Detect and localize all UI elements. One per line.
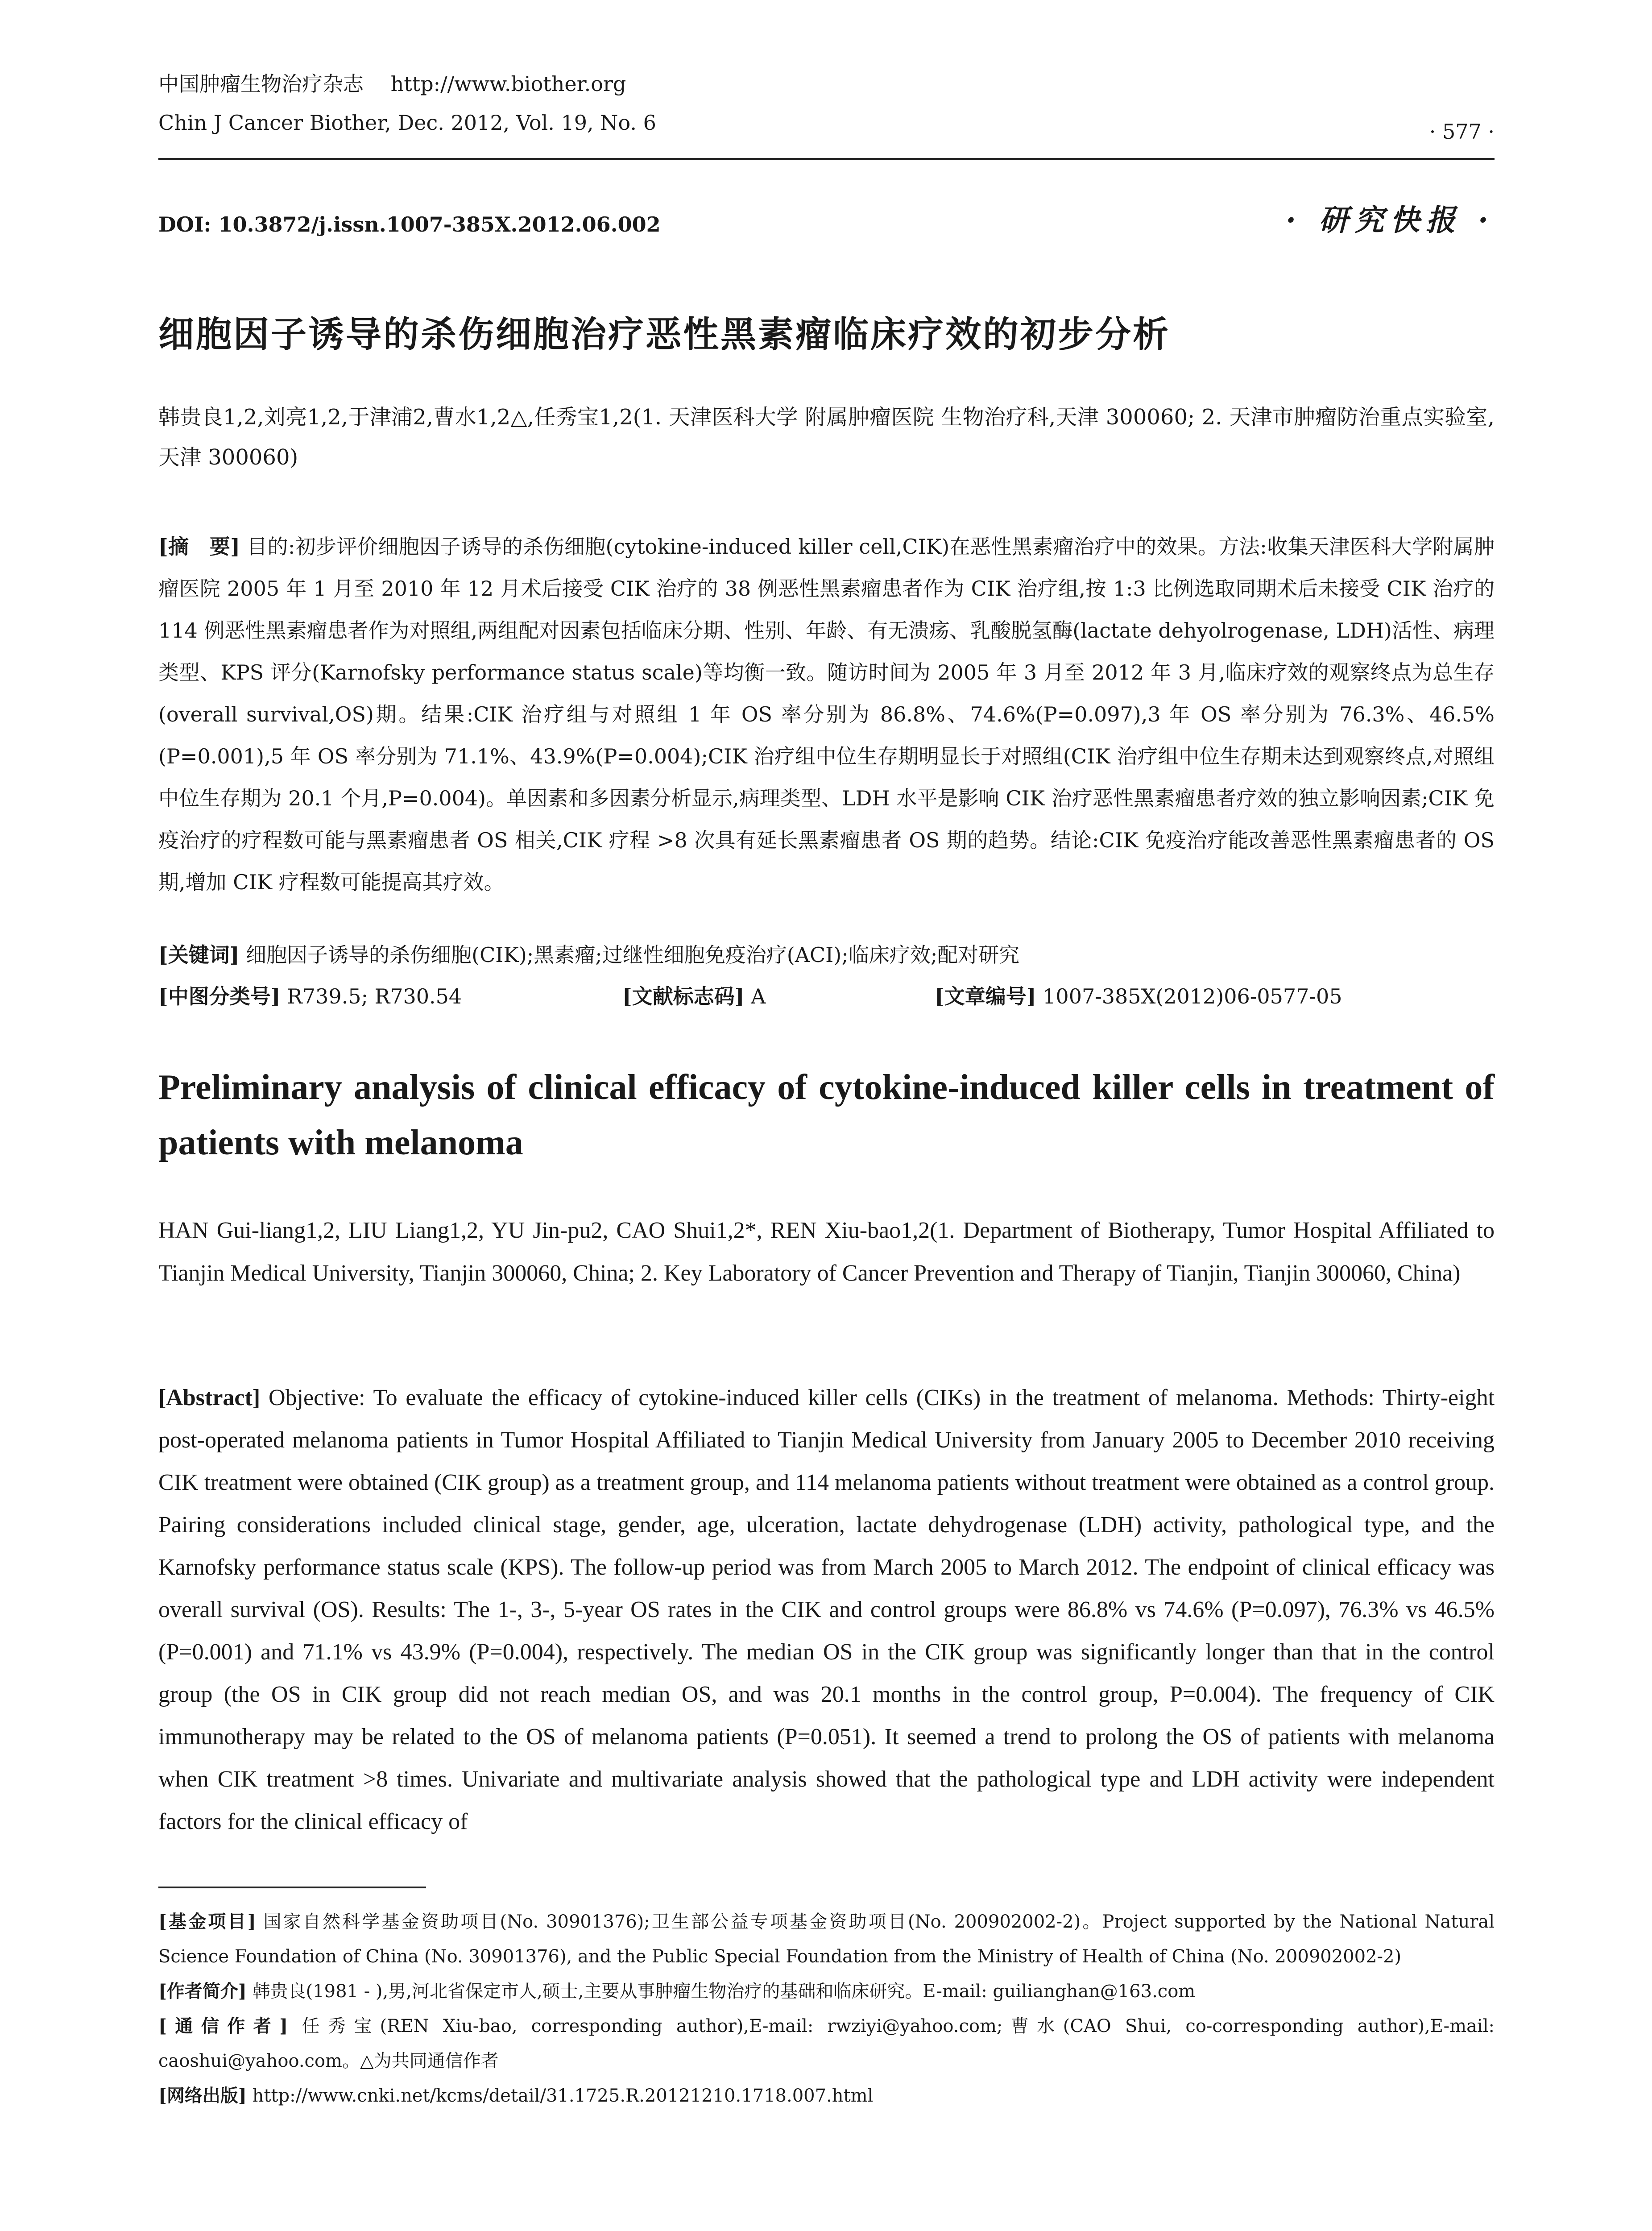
author-text: 韩贵良(1981 - ),男,河北省保定市人,硕士,主要从事肿瘤生物治疗的基础和临床研究。E-mail: guilianghan@163.com bbox=[252, 1981, 1196, 2002]
page-number: · 577 · bbox=[1429, 120, 1495, 144]
cn-keywords bbox=[158, 935, 1495, 975]
doi: DOI: 10.3872/j.issn.1007-385X.2012.06.002 bbox=[158, 212, 661, 236]
doc-code-label: [文献标志码] bbox=[622, 984, 745, 1008]
en-abstract-text: Objective: To evaluate the efficacy of cytokine-induced killer cells (CIKs) in the treatment of melanoma. Methods: Thirty-eight post-operated melanoma patients in Tumor Hospital Affiliated to Tianjin Medical University from January 2005 to December 2010 receiving CIK treatment were obtained (CIK group) as a treatment group, and 114 melanoma patients without treatment were obtained as a control group. Pairing considerations included clinical stage, gender, age, ulceration, lactate dehydrogenase (LDH) activity, pathological type, and the Karnofsky performance status scale (KPS). The follow-up period was from March 2005 to March 2012. The endpoint of clinical efficacy was overall survival (OS). Results: The 1-, 3-, 5-year OS rates in the CIK and control groups were 86.8% vs 74.6% (P=0.097), 76.3% vs 46.5% (P=0.001) and 71.1% vs 43.9% (P=0.004), respectively. The median OS in the CIK group was significantly longer than that in the control group (the OS in CIK group did not reach median OS, and was 20.1 months in the control group, P=0.004). The frequency of CIK immunotherapy may be related to the OS of melanoma patients (P=0.051). It seemed a trend to prolong the OS of patients with melanoma when CIK treatment >8 times. Univariate and multivariate analysis showed that the pathological type and LDH activity were independent factors for the clinical efficacy of bbox=[158, 1385, 1495, 1834]
header-rule bbox=[158, 158, 1495, 160]
cn-abstract bbox=[158, 526, 1495, 903]
cn-classification bbox=[158, 976, 1495, 1016]
online-label: [网络出版] bbox=[158, 2085, 247, 2106]
fund-label: [基金项目] bbox=[158, 1911, 256, 1932]
clc-label: [中图分类号] bbox=[158, 984, 281, 1008]
doc-code-value: A bbox=[751, 984, 766, 1008]
cn-authors: 韩贵良1,2,刘亮1,2,于津浦2,曹水1,2△,任秀宝1,2(1. 天津医科大学 附属肿瘤医院 生物治疗科,天津 300060; 2. 天津市肿瘤防治重点实验室,天津 300060) bbox=[158, 405, 1495, 470]
en-authors: HAN Gui-liang1,2, LIU Liang1,2, YU Jin-pu2, CAO Shui1,2*, REN Xiu-bao1,2(1. Department of Biotherapy, Tumor Hospital Affiliated to Tianjin Medical University, Tianjin 300060, China; 2. Key Laboratory of Cancer Prevention and Therapy of Tianjin, Tianjin 300060, China) bbox=[158, 1218, 1495, 1286]
en-abstract-label: [Abstract] bbox=[158, 1385, 261, 1410]
clc-value: R739.5; R730.54 bbox=[287, 984, 462, 1008]
en-title: Preliminary analysis of clinical efficacy of cytokine-induced killer cells in treatment of patients with melanoma bbox=[158, 1068, 1495, 1162]
journal-name-cn: 中国肿瘤生物治疗杂志 http://www.biother.org bbox=[158, 72, 626, 96]
author-label: [作者简介] bbox=[158, 1981, 247, 2002]
corr-text: 任秀宝(REN Xiu-bao, corresponding author),E-mail: rwziyi@yahoo.com;曹水(CAO Shui, co-corresponding author),E-mail: caoshui@yahoo.com。△为共同通信作者 bbox=[158, 2016, 1495, 2071]
footnote-online bbox=[158, 2078, 1495, 2113]
journal-citation-en: Chin J Cancer Biother, Dec. 2012, Vol. 19, No. 6 bbox=[158, 111, 656, 135]
fund-text: 国家自然科学基金资助项目(No. 30901376);卫生部公益专项基金资助项目(No. 200902002-2)。Project supported by the National Natural Science Foundation of China (No. 30901376), and the Public Special Foundation from the Ministry of Health of China (No. 200902002-2) bbox=[158, 1912, 1495, 1967]
column-tag: · 研究快报 · bbox=[1286, 203, 1495, 237]
footnote-correspondence bbox=[158, 2009, 1495, 2078]
cn-title: 细胞因子诱导的杀伤细胞治疗恶性黑素瘤临床疗效的初步分析 bbox=[158, 314, 1170, 355]
footnotes bbox=[158, 1904, 1495, 2113]
cn-abstract-label: [摘 要] bbox=[158, 535, 240, 559]
cn-keywords-label: [关键词] bbox=[158, 943, 240, 967]
footnote-rule bbox=[158, 1887, 426, 1888]
online-link[interactable]: http://www.cnki.net/kcms/detail/31.1725.R.20121210.1718.007.html bbox=[252, 2086, 874, 2106]
cn-keywords-text: 细胞因子诱导的杀伤细胞(CIK);黑素瘤;过继性细胞免疫治疗(ACI);临床疗效;配对研究 bbox=[246, 943, 1020, 967]
corr-label: [通信作者] bbox=[158, 2015, 288, 2036]
footnote-fund bbox=[158, 1904, 1495, 1974]
en-abstract bbox=[158, 1377, 1495, 1843]
article-no-label: [文章编号] bbox=[935, 984, 1036, 1008]
article-no-value: 1007-385X(2012)06-0577-05 bbox=[1043, 984, 1342, 1008]
footnote-author bbox=[158, 1974, 1495, 2009]
article-page bbox=[158, 0, 1495, 2231]
cn-abstract-text: 目的:初步评价细胞因子诱导的杀伤细胞(cytokine-induced killer cell,CIK)在恶性黑素瘤治疗中的效果。方法:收集天津医科大学附属肿瘤医院 2005 年 1 月至 2010 年 12 月术后接受 CIK 治疗的 38 例恶性黑素瘤患者作为 CIK 治疗组,按 1:3 比例选取同期术后未接受 CIK 治疗的 114 例恶性黑素瘤患者作为对照组,两组配对因素包括临床分期、性别、年龄、有无溃疡、乳酸脱氢酶(lactate dehyolrogenase, LDH)活性、病理类型、KPS 评分(Karnofsky performance status scale)等均衡一致。随访时间为 2005 年 3 月至 2012 年 3 月,临床疗效的观察终点为总生存(overall survival,OS)期。结果:CIK 治疗组与对照组 1 年 OS 率分别为 86.8%、74.6%(P=0.097),3 年 OS 率分别为 76.3%、46.5%(P=0.001),5 年 OS 率分别为 71.1%、43.9%(P=0.004);CIK 治疗组中位生存期明显长于对照组(CIK 治疗组中位生存期未达到观察终点,对照组中位生存期为 20.1 个月,P=0.004)。单因素和多因素分析显示,病理类型、LDH 水平是影响 CIK 治疗恶性黑素瘤患者疗效的独立影响因素;CIK 免疫治疗的疗程数可能与黑素瘤患者 OS 相关,CIK 疗程 >8 次具有延长黑素瘤患者 OS 期的趋势。结论:CIK 免疫治疗能改善恶性黑素瘤患者的 OS 期,增加 CIK 疗程数可能提高其疗效。 bbox=[158, 535, 1495, 894]
